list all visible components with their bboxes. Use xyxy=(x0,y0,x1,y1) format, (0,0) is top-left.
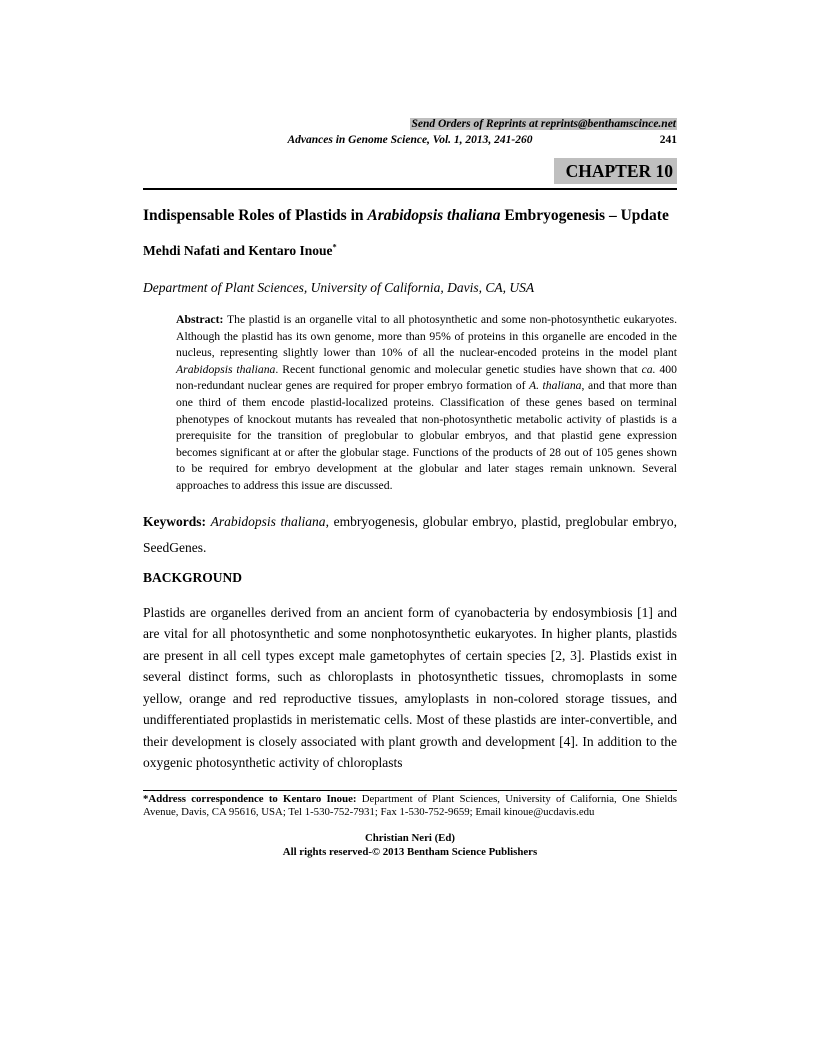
article-title: Indispensable Roles of Plastids in Arabidopsis thaliana Embryogenesis – Update xyxy=(143,207,669,224)
correspondence-footnote: *Address correspondence to Kentaro Inoue: Department of Plant Sciences, University of California, One Shields Avenue, Davis, CA 95616, USA; Tel 1-530-752-7931; Fax 1-530-752-9659; Email kinoue@ucdavis.edu xyxy=(143,792,677,819)
reprint-notice xyxy=(143,117,677,131)
reprint-notice-text: Send Orders of Reprints at reprints@benthamscince.net xyxy=(411,118,676,130)
chapter-row xyxy=(143,158,677,186)
keywords-line: Keywords: Arabidopsis thaliana, embryogenesis, globular embryo, plastid, preglobular embryo, SeedGenes. xyxy=(143,513,677,556)
editor-line: Christian Neri (Ed) xyxy=(365,832,455,845)
journal-citation-line xyxy=(143,133,677,148)
page-number: 241 xyxy=(659,134,677,146)
section-heading-background: BACKGROUND xyxy=(143,569,243,585)
authors-line xyxy=(143,243,677,259)
header-divider-rule xyxy=(143,188,677,190)
copyright-line: All rights reserved-© 2013 Bentham Science Publishers xyxy=(282,845,538,858)
footnote-divider-rule xyxy=(143,790,677,791)
abstract-paragraph: Abstract: The plastid is an organelle vital to all photosynthetic and some non-photosynthetic eukaryotes. Although the plastid has its own genome, more than 95% of proteins in this organelle are encoded in the nucleus, representing slightly lower than 10% of all the nuclear-encoded proteins in the model plant Arabidopsis thaliana. Recent functional genomic and molecular genetic studies have shown that ca. 400 non-redundant nuclear genes are required for proper embryo formation of A. thaliana, and that more than one third of them encode plastid-localized proteins. Classification of these genes based on terminal phenotypes of knockout mutants has revealed that non-photosynthetic metabolic activity of plastids is a prerequisite for the transition of preglobular to globular embryos, and that plastid gene expression becomes significant at or after the globular stage. Functions of the products of 28 out of 105 genes shown to be required for embryo development at the globular and later stages remain unknown. Several approaches to address this issue are discussed. xyxy=(176,313,677,492)
chapter-badge: CHAPTER 10 xyxy=(554,158,677,184)
body-paragraph: Plastids are organelles derived from an ancient form of cyanobacteria by endosymbiosis [1] and are vital for all photosynthetic and some nonphotosynthetic eukaryotes. In higher plants, plastids are present in all cell types except male gametophytes of certain species [2, 3]. Plastids exist in several distinct forms, such as chloroplasts in photosynthetic tissues, chromoplasts in some yellow, orange and red reproductive tissues, amyloplasts in non-colored storage tissues, and undifferentiated proplastids in meristematic cells. Most of these plastids are inter-convertible, and their development is closely associated with plant growth and development [4]. In addition to the oxygenic photosynthetic activity of chloroplasts xyxy=(143,604,677,771)
author-names: Mehdi Nafati and Kentaro Inoue xyxy=(143,243,333,258)
author-note-marker: * xyxy=(332,242,337,252)
journal-citation: Advances in Genome Science, Vol. 1, 2013, 241-260 xyxy=(287,134,533,146)
affiliation-line: Department of Plant Sciences, University of California, Davis, CA, USA xyxy=(143,280,535,295)
